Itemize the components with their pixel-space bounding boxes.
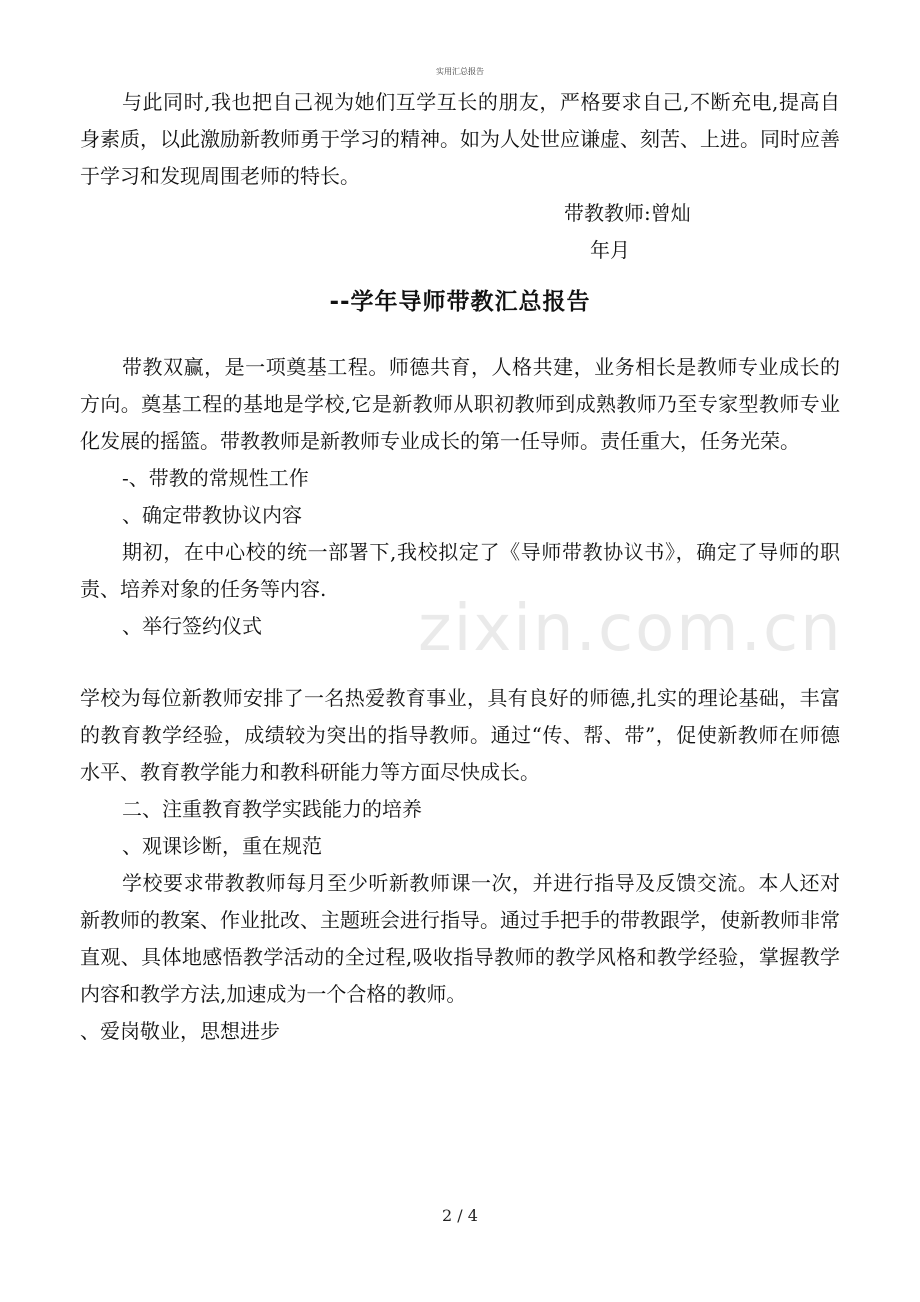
document-body	[80, 84, 840, 1050]
report-title: --学年导师带教汇总报告	[329, 289, 591, 315]
running-header: 实用汇总报告	[436, 67, 484, 76]
subsection-heading: 、观课诊断，重在规范	[122, 834, 322, 858]
section-heading: 二、注重教育教学实践能力的培养	[122, 797, 422, 821]
subsection-heading: 、确定带教协议内容	[122, 503, 302, 527]
signature-date: 年月	[590, 238, 630, 262]
subsection-heading: 、爱岗敬业，思想进步	[80, 1019, 280, 1043]
paragraph: 期初，在中心校的统一部署下,我校拟定了《导师带教协议书》，确定了导师的职责、培养对象的任务等内容.	[80, 540, 840, 601]
subsection-heading: 、举行签约仪式	[122, 614, 262, 638]
paragraph: 学校要求带教教师每月至少听新教师课一次，并进行指导及反馈交流。本人还对新教师的教案、作业批改、主题班会进行指导。通过手把手的带教跟学，使新教师非常直观、具体地感悟教学活动的全过程,吸收指导教师的教学风格和教学经验，掌握教学内容和教学方法,加速成为一个合格的教师。	[80, 871, 840, 1006]
paragraph: 与此同时,我也把自己视为她们互学互长的朋友，严格要求自己,不断充电,提高自身素质，以此激励新教师勇于学习的精神。如为人处世应谦虚、刻苦、上进。同时应善于学习和发现周围老师的特长。	[80, 90, 840, 188]
section-heading: -、带教的常规性工作	[122, 466, 309, 490]
paragraph: 学校为每位新教师安排了一名热爱教育事业，具有良好的师德,扎实的理论基础，丰富的教育教学经验，成绩较为突出的指导教师。通过“传、帮、带”，促使新教师在师德水平、教育教学能力和教科研能力等方面尽快成长。	[80, 686, 840, 784]
page-number: 2 / 4	[442, 1206, 478, 1225]
signature-teacher: 带教教师:曾灿	[564, 201, 691, 225]
watermark: zixin.com.cn	[418, 592, 843, 666]
paragraph: 带教双赢，是一项奠基工程。师德共育，人格共建，业务相长是教师专业成长的方向。奠基工程的基地是学校,它是新教师从职初教师到成熟教师乃至专家型教师专业化发展的摇篮。带教教师是新教师专业成长的第一任导师。责任重大，任务光荣。	[80, 355, 840, 453]
